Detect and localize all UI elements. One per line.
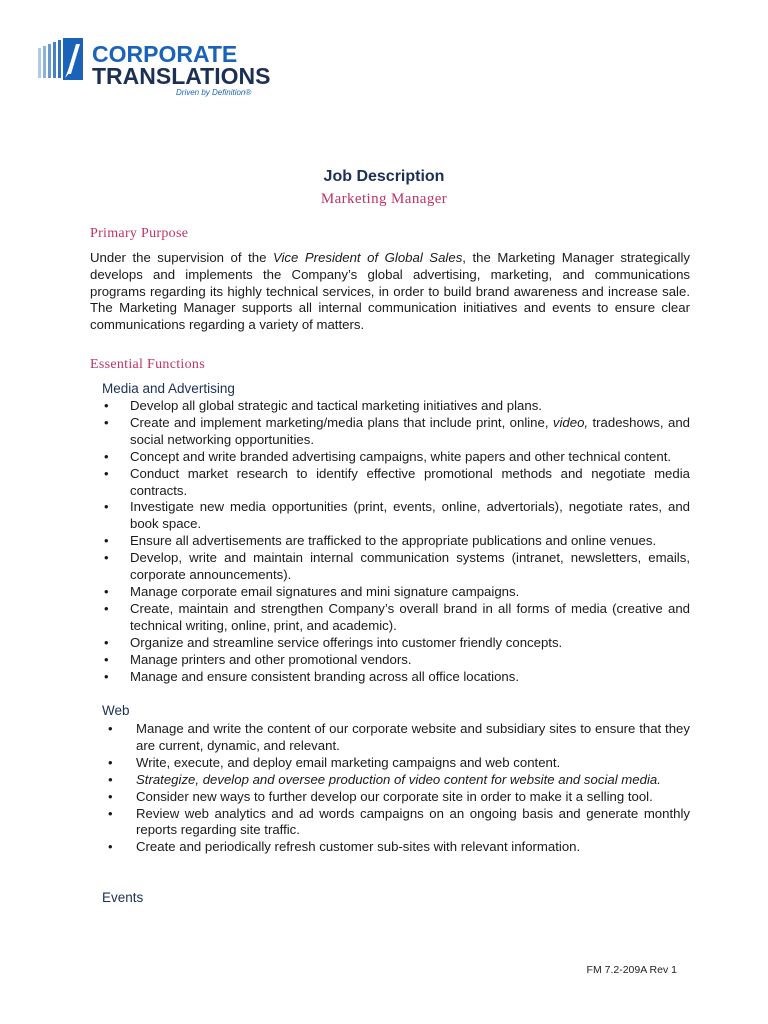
list-item-text: Manage and write the content of our corporate website and subsidiary sites to ensure that they are current, dynamic, and relevant. — [136, 721, 690, 753]
list-item-text: Investigate new media opportunities (print, events, online, advertorials), negotiate rates, and book space. — [130, 499, 690, 532]
bullet: • — [108, 788, 113, 804]
list-item — [104, 651, 690, 669]
bullet: • — [104, 668, 109, 684]
logo-mark-icon — [36, 38, 86, 88]
bullet: • — [108, 754, 113, 770]
list-item-text: Manage corporate email signatures and mini signature campaigns. — [130, 583, 520, 599]
logo-text-translations: TRANSLATIONS — [92, 63, 271, 89]
list-item — [108, 805, 690, 840]
bullet: • — [104, 583, 109, 599]
purpose-emphasis: Vice President of Global Sales — [272, 250, 463, 265]
list-item-text: Ensure all advertisements are trafficked to the appropriate publications and online venues. — [130, 533, 657, 549]
company-logo — [36, 38, 276, 100]
essential-functions-heading: Essential Functions — [90, 357, 205, 372]
list-item-text: Manage and ensure consistent branding across all office locations. — [130, 668, 520, 684]
list-item — [104, 550, 690, 584]
list-item — [108, 771, 690, 789]
list-item-text: Write, execute, and deploy email marketing campaigns and web content. — [136, 754, 561, 770]
list-item — [104, 600, 690, 635]
bullet: • — [104, 550, 109, 566]
list-item-text: Develop all global strategic and tactical marketing initiatives and plans. — [130, 398, 542, 413]
list-item-text: Review web analytics and ad words campaigns on an ongoing basis and generate monthly reports regarding site traffic. — [136, 805, 690, 838]
list-item-text-before: Create and implement marketing/media plans that include print, online, — [130, 414, 553, 430]
logo-tagline: Driven by Definition® — [176, 88, 252, 97]
bullet: • — [104, 414, 109, 430]
list-item — [108, 721, 690, 755]
bullet: • — [104, 533, 109, 549]
list-item-text: Conduct market research to identify effective promotional methods and negotiate media contracts. — [130, 465, 690, 498]
list-item-emphasis: video, — [552, 414, 589, 430]
list-item — [104, 533, 690, 550]
list-item — [108, 839, 690, 856]
list-item — [108, 754, 690, 772]
bullet: • — [104, 634, 109, 650]
list-item-text: Develop, write and maintain internal communication systems (intranet, newsletters, emails, corporate announcements). — [130, 550, 690, 583]
document-subtitle: Marketing Manager — [320, 191, 448, 207]
bullet: • — [104, 465, 109, 481]
primary-purpose-heading: Primary Purpose — [90, 226, 189, 241]
list-item-text: Create and periodically refresh customer sub-sites with relevant information. — [136, 839, 581, 855]
list-item-text-after: tradeshows, and social networking opportunities. — [130, 414, 690, 447]
bullet: • — [108, 771, 113, 787]
list-item — [108, 788, 690, 806]
media-advertising-list — [104, 398, 690, 685]
list-item — [104, 465, 690, 500]
bullet: • — [104, 499, 109, 515]
form-number: FM 7.2-209A Rev 1 — [586, 964, 677, 976]
purpose-text-after: , the Marketing Manager strategically develops and implements the Company’s global advertising, marketing, and communications programs regarding its highly technical services, in order to build brand awareness and increase sale. The Marketing Manager supports all internal communication initiatives and events to ensure clear communications regarding a variety of matters. — [90, 250, 690, 333]
purpose-text-before: Under the supervision of the — [90, 250, 273, 265]
document-title: Job Description — [323, 168, 445, 185]
list-item-text: Strategize, develop and oversee production of video content for website and social media. — [136, 771, 661, 787]
bullet: • — [104, 398, 109, 413]
bullet: • — [104, 600, 109, 616]
media-advertising-heading: Media and Advertising — [102, 381, 235, 396]
bullet: • — [108, 721, 113, 736]
web-heading: Web — [102, 703, 130, 718]
list-item — [104, 414, 690, 449]
list-item-text: Concept and write branded advertising campaigns, white papers and other technical content. — [130, 448, 672, 464]
primary-purpose-paragraph — [90, 250, 690, 334]
bullet: • — [108, 839, 113, 855]
bullet: • — [104, 448, 109, 464]
logo-text-corporate: CORPORATE — [92, 41, 238, 67]
list-item — [104, 499, 690, 533]
list-item-text: Consider new ways to further develop our corporate site in order to make it a selling tool. — [136, 788, 653, 804]
list-item — [104, 634, 690, 652]
list-item-text: Create, maintain and strengthen Company’s overall brand in all forms of media (creative and technical writing, online, print, and academic). — [130, 600, 690, 633]
list-item-text: Manage printers and other promotional vendors. — [130, 651, 412, 667]
list-item — [104, 398, 690, 415]
bullet: • — [108, 805, 113, 821]
list-item — [104, 448, 690, 466]
events-heading: Events — [102, 890, 144, 905]
bullet: • — [104, 651, 109, 667]
list-item-text: Organize and streamline service offerings into customer friendly concepts. — [130, 634, 563, 650]
list-item — [104, 583, 690, 601]
list-item — [104, 668, 690, 686]
web-list — [108, 721, 690, 856]
